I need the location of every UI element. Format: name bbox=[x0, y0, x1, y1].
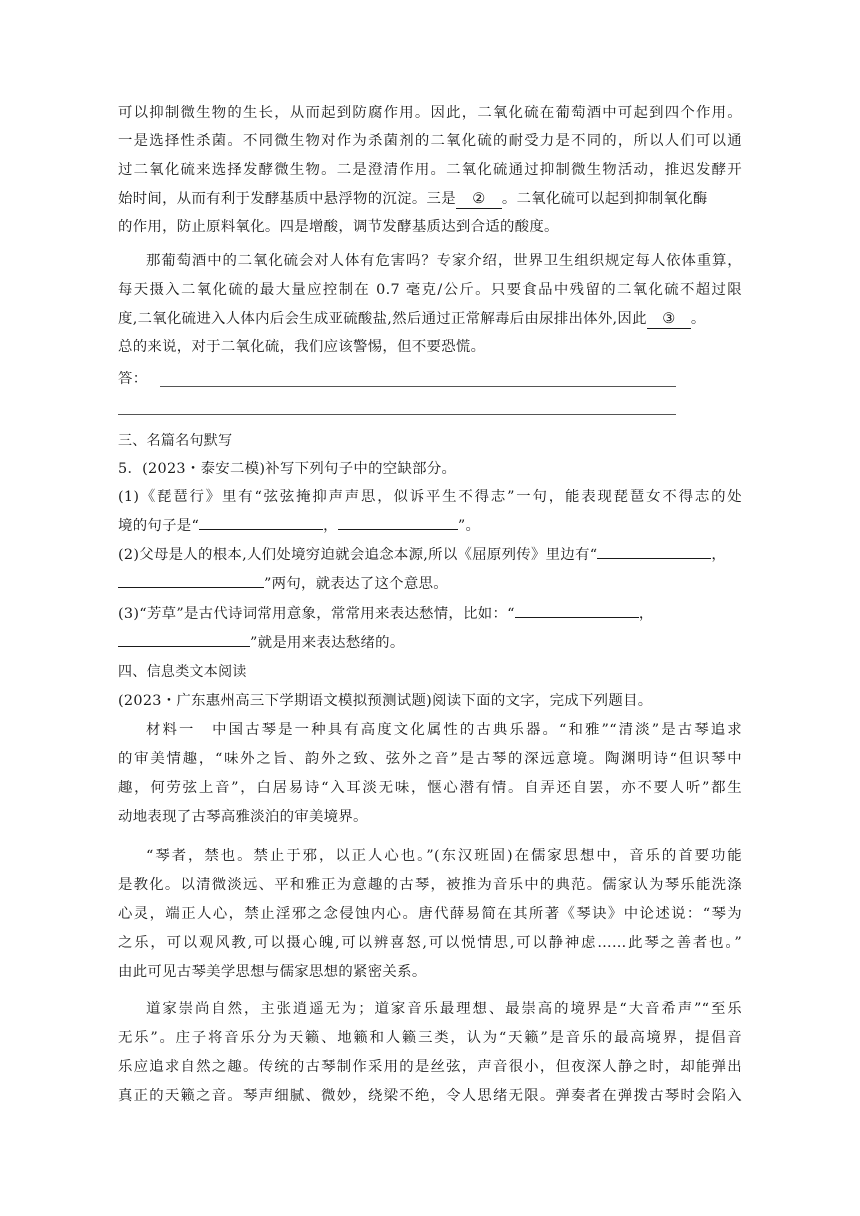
text-segment: ， bbox=[711, 547, 727, 563]
material-line: 无乐”。庄子将音乐分为天籁、地籁和人籁三类，认为“天籁”是音乐的最高境界，提倡音 bbox=[118, 1030, 742, 1046]
passage-line: 过二氧化硫来选择发酵微生物。二是澄清作用。二氧化硫通过抑制微生物活动，推迟发酵开 bbox=[118, 162, 742, 178]
passage-line-with-blank bbox=[118, 188, 742, 210]
material-line: 由此可见古琴美学思想与儒家思想的紧密关系。 bbox=[118, 964, 427, 980]
passage-line: 可以抑制微生物的生长，从而起到防腐作用。因此，二氧化硫在葡萄酒中可起到四个作用。 bbox=[118, 105, 742, 121]
material-line: 材料一 中国古琴是一种具有高度文化属性的古典乐器。“和雅”“清淡”是古琴追求 bbox=[146, 722, 742, 738]
text-segment: (2)父母是人的根本,人们处境穷迫就会追念本源,所以《屈原列传》里边有“ bbox=[118, 547, 598, 563]
fill-blank[interactable] bbox=[118, 646, 250, 647]
material-line: “琴者，禁也。禁止于邪，以正人心也。”(东汉班固)在儒家思想中，音乐的首要功能 bbox=[146, 848, 742, 864]
question-stem: 5．(2023・泰安二模)补写下列句子中的空缺部分。 bbox=[118, 461, 457, 477]
question-line-with-blanks bbox=[118, 515, 742, 537]
passage-line: 的作用，防止原料氧化。四是增酸，调节发酵基质达到合适的酸度。 bbox=[118, 219, 559, 235]
material-line: 道家崇尚自然，主张逍遥无为；道家音乐最理想、最崇高的境界是“大音希声”“至乐 bbox=[146, 1001, 742, 1017]
text-segment: 度,二氧化硫进入人体内后会生成亚硫酸盐,然后通过正常解毒后由尿排出体外,因此 bbox=[118, 311, 647, 327]
text-segment: (3)“芳草”是古代诗词常用意象，常常用来表达愁情，比如：“ bbox=[118, 606, 515, 622]
fill-blank[interactable] bbox=[597, 558, 711, 559]
material-line: 是教化。以清微淡远、平和雅正为意趣的古琴，被推为音乐中的典范。儒家认为琴乐能洗涤 bbox=[118, 877, 742, 893]
passage-line: 总的来说，对于二氧化硫，我们应该警惕，但不要恐慌。 bbox=[118, 339, 486, 355]
material-line: 心灵，端正人心，禁止淫邪之念侵蚀内心。唐代薛易简在其所著《琴诀》中论述说：“琴为 bbox=[118, 906, 742, 922]
passage-line: 那葡萄酒中的二氧化硫会对人体有危害吗？专家介绍，世界卫生组织规定每人依体重算， bbox=[146, 253, 742, 269]
question-line-with-blanks bbox=[118, 573, 742, 595]
material-line: 乐应追求自然之趣。传统的古琴制作采用的是丝弦，声音很小，但夜深人静之时，却能弹出 bbox=[118, 1059, 742, 1075]
text-segment: ， bbox=[323, 518, 338, 534]
material-line: 真正的天籁之音。琴声细腻、微妙，绕梁不绝，令人思绪无限。弹奏者在弹拨古琴时会陷入 bbox=[118, 1088, 742, 1104]
question-line-with-blanks bbox=[118, 544, 742, 566]
question-source: (2023・广东惠州高三下学期语文模拟预测试题)阅读下面的文字，完成下列题目。 bbox=[118, 693, 653, 709]
section-title: 四、信息类文本阅读 bbox=[118, 664, 247, 680]
text-segment: 境的句子是“ bbox=[118, 518, 200, 534]
fill-blank[interactable] bbox=[338, 529, 458, 530]
passage-line: 每天摄入二氧化硫的最大量应控制在 0.7 毫克/公斤。只要食品中残留的二氧化硫不超过限 bbox=[118, 282, 742, 298]
fill-blank[interactable] bbox=[199, 529, 323, 530]
text-segment: 始时间，从而有利于发酵基质中悬浮物的沉淀。三是 bbox=[118, 191, 456, 207]
text-segment: 。二氧化硫可以起到抑制氧化酶 bbox=[501, 191, 708, 207]
section-title: 三、名篇名句默写 bbox=[118, 433, 233, 449]
answer-line[interactable] bbox=[160, 386, 676, 387]
blank-2[interactable]: ② bbox=[456, 190, 502, 209]
fill-blank[interactable] bbox=[515, 617, 639, 618]
passage-line-with-blank bbox=[118, 308, 742, 330]
answer-line[interactable] bbox=[118, 414, 676, 415]
passage-line: 一是选择性杀菌。不同微生物对作为杀菌剂的二氧化硫的耐受力是不同的，所以人们可以通 bbox=[118, 133, 742, 149]
question-line-with-blanks bbox=[118, 603, 742, 625]
question-line: (1)《琵琶行》里有“弦弦掩抑声声思，似诉平生不得志”一句，能表现琵琶女不得志的处 bbox=[118, 489, 742, 505]
material-line: 之乐，可以观风教,可以摄心魄,可以辨喜怒,可以悦情思,可以静神虑……此琴之善者也。” bbox=[118, 935, 742, 951]
answer-label: 答： bbox=[118, 371, 148, 387]
text-segment: 。 bbox=[690, 311, 706, 327]
blank-3[interactable]: ③ bbox=[647, 310, 691, 329]
material-line: 动地表现了古琴高雅淡泊的审美境界。 bbox=[118, 809, 368, 825]
question-line-with-blanks bbox=[118, 632, 742, 654]
text-segment: ， bbox=[638, 606, 654, 622]
material-line: 的审美情趣，“味外之旨、韵外之致、弦外之音”是古琴的深远意境。陶渊明诗“但识琴中 bbox=[118, 751, 742, 767]
fill-blank[interactable] bbox=[118, 587, 264, 588]
text-segment: ”就是用来表达愁绪的。 bbox=[250, 635, 405, 651]
text-segment: ”。 bbox=[457, 518, 481, 534]
text-segment: ”两句，就表达了这个意思。 bbox=[264, 576, 448, 592]
material-line: 趣，何劳弦上音”，白居易诗“入耳淡无味，惬心潜有情。自弄还自罢，亦不要人听”都生 bbox=[118, 780, 742, 796]
